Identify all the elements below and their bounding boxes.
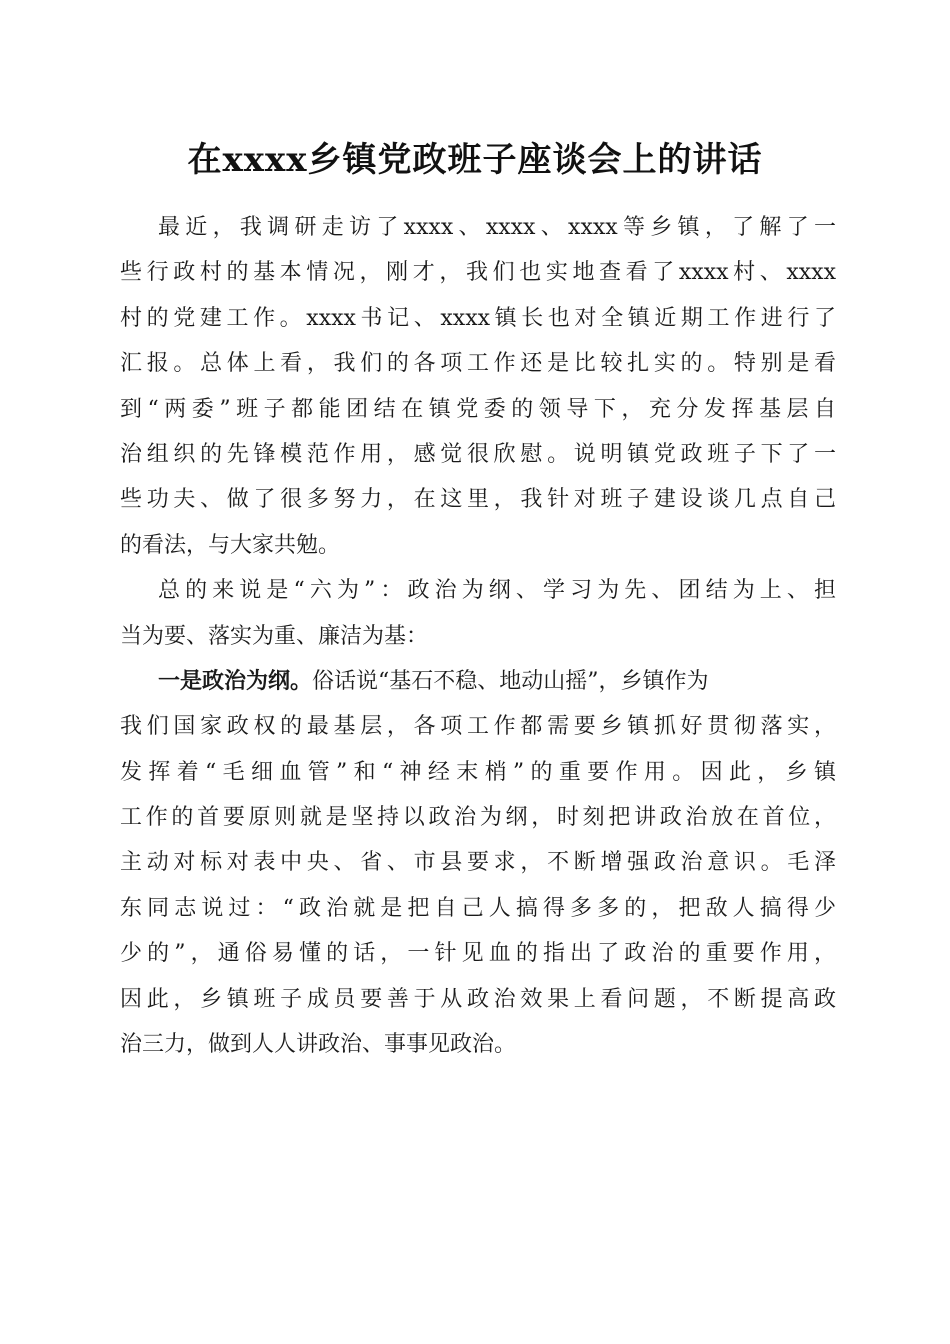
paragraph-line-text: 俗话说“基石不稳、地动山摇”，乡镇作为: [312, 668, 709, 694]
paragraph-line: 最近，我调研走访了xxxx、xxxx、xxxx等乡镇，了解了一: [158, 215, 836, 240]
paragraph-line: 的看法，与大家共勉。: [120, 532, 341, 558]
document-body: [120, 205, 836, 1067]
paragraph-line: 因此，乡镇班子成员要善于从政治效果上看问题，不断提高政: [120, 986, 836, 1012]
paragraph-line: 汇报。总体上看，我们的各项工作还是比较扎实的。特别是看: [120, 351, 836, 377]
paragraph-line: 些功夫、做了很多努力，在这里，我针对班子建设谈几点自己: [120, 487, 836, 513]
paragraph-line: 村的党建工作。xxxx书记、xxxx镇长也对全镇近期工作进行了: [120, 305, 836, 331]
paragraph-line: 发挥着“毛细血管”和“神经末梢”的重要作用。因此，乡镇: [120, 759, 836, 785]
paragraph-line: 少的”，通俗易懂的话，一针见血的指出了政治的重要作用，: [120, 941, 836, 967]
paragraph-line: 治三力，做到人人讲政治、事事见政治。: [120, 1032, 517, 1058]
paragraph-line: 我们国家政权的最基层，各项工作都需要乡镇抓好贯彻落实，: [120, 714, 836, 740]
paragraph-line: 主动对标对表中央、省、市县要求，不断增强政治意识。毛泽: [120, 850, 836, 876]
paragraph-line: 治组织的先锋模范作用，感觉很欣慰。说明镇党政班子下了一: [120, 441, 836, 467]
paragraph-line-with-heading: [120, 659, 836, 704]
paragraph-line: 当为要、落实为重、廉洁为基：: [120, 623, 429, 649]
paragraph-line: 东同志说过：“政治就是把自己人搞得多多的，把敌人搞得少: [120, 895, 836, 921]
paragraph-line: 些行政村的基本情况，刚才，我们也实地查看了xxxx村、xxxx: [120, 260, 836, 286]
paragraph-line: 总的来说是“六为”：政治为纲、学习为先、团结为上、担: [158, 578, 836, 604]
document-title: 在xxxx乡镇党政班子座谈会上的讲话: [187, 140, 763, 180]
paragraph-line: 到“两委”班子都能团结在镇党委的领导下，充分发挥基层自: [120, 396, 836, 422]
section-heading: 一是政治为纲。: [158, 667, 313, 694]
paragraph-line: 工作的首要原则就是坚持以政治为纲，时刻把讲政治放在首位，: [120, 805, 836, 831]
